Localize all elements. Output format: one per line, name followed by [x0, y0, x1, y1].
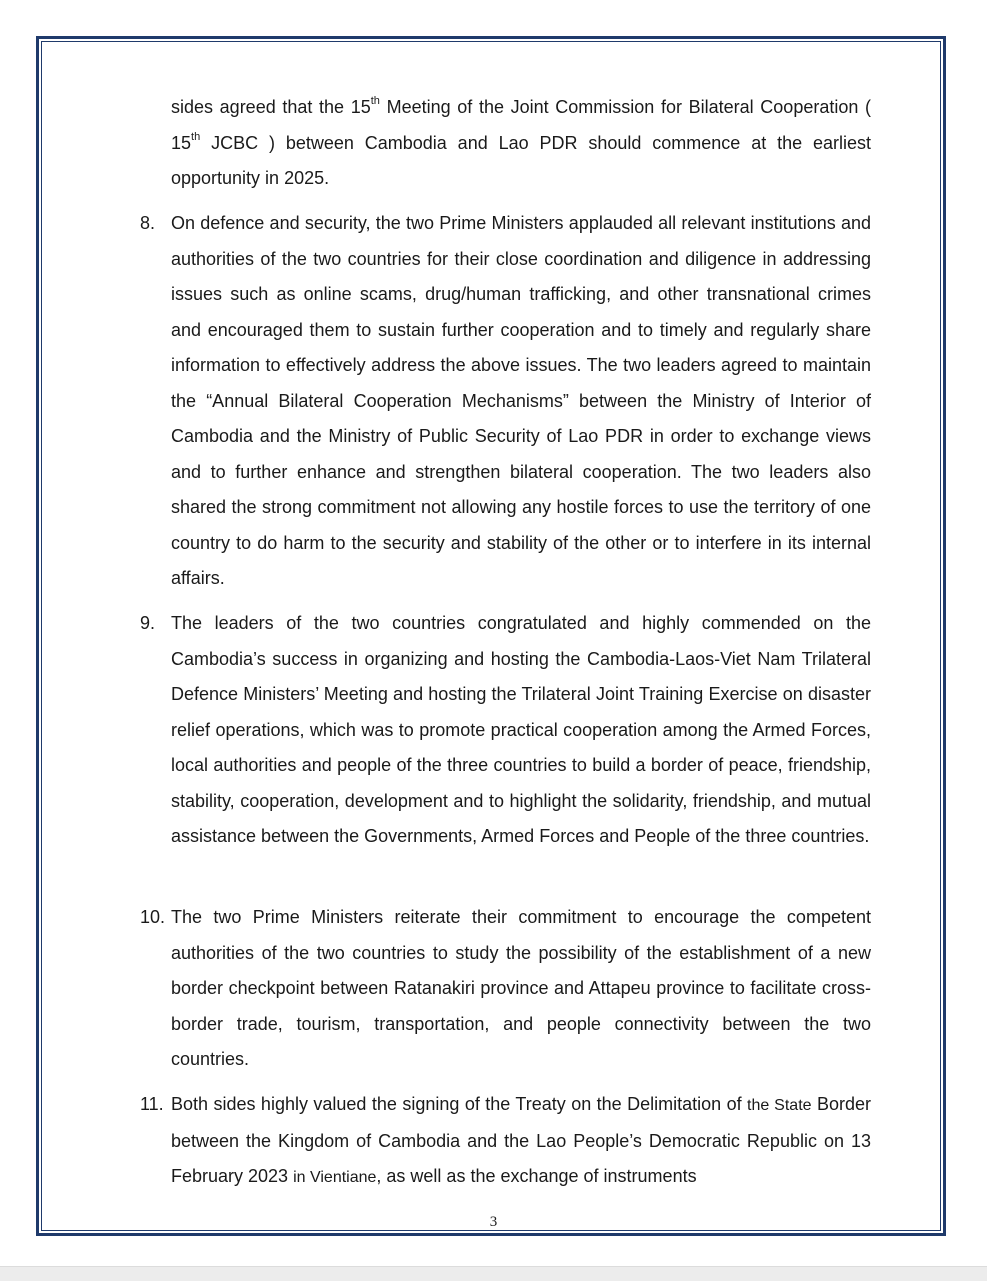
item-11-number: 11. — [140, 1094, 164, 1114]
page-number: 3 — [489, 1214, 498, 1230]
item-11-text-a: Both sides highly valued the signing of the Treaty on the Delimitation of — [171, 1094, 748, 1114]
item-9-number: 9. — [140, 613, 156, 633]
superscript-th-2: th — [191, 130, 201, 143]
item-11-text-d: in Vientiane — [293, 1169, 377, 1186]
continuation-text-1: sides agreed that the 15 — [171, 97, 371, 117]
item-11-text — [171, 1087, 871, 1196]
item-9-text: The leaders of the two countries congratulated and highly commended on the Cambodia’s success in organizing and hosting the Cambodia-Laos-Viet Nam Trilateral Defence Ministers’ Meeting and hosting the Trilateral Joint Training Exercise on disaster relief operations, which was to promote practical cooperation among the Armed Forces, local authorities and people of the three countries to build a border of peace, friendship, stability, cooperation, development and to highlight the solidarity, friendship, and mutual assistance between the Governments, Armed Forces and People of the three countries. — [171, 613, 871, 846]
item-11-text-b: the State — [747, 1097, 812, 1114]
superscript-th-1: th — [370, 95, 380, 107]
continuation-text-3: JCBC ) between Cambodia and Lao PDR should commence at the earliest opportunity in 2025. — [171, 132, 871, 188]
continuation-paragraph — [171, 90, 871, 197]
item-11-text-e: , as well as the exchange of instruments — [376, 1166, 697, 1186]
item-8-number: 8. — [140, 213, 156, 233]
item-11-text-c: Border between the Kingdom of Cambodia and the Lao People’s Democratic Republic on 13 February 2023 — [171, 1094, 872, 1186]
continuation-text-2: Meeting of the Joint Commission for Bilateral Cooperation ( 15 — [171, 97, 872, 153]
viewer-bottom-strip — [0, 1266, 987, 1281]
item-10-text: The two Prime Ministers reiterate their commitment to encourage the competent authorities of the two countries to study the possibility of the establishment of a new border checkpoint between Ratanakiri province and Attapeu province to facilitate cross-border trade, tourism, transportation, and people connectivity between the two countries. — [171, 907, 871, 1069]
item-8-text: On defence and security, the two Prime Ministers applauded all relevant institutions and authorities of the two countries for their close coordination and diligence in addressing issues such as online scams, drug/human trafficking, and other transnational crimes and encouraged them to sustain further cooperation and to timely and regularly share information to effectively address the above issues. The two leaders agreed to maintain the “Annual Bilateral Cooperation Mechanisms” between the Ministry of Interior of Cambodia and the Ministry of Public Security of Lao PDR in order to exchange views and to further enhance and strengthen bilateral cooperation. The two leaders also shared the strong commitment not allowing any hostile forces to use the territory of one country to do harm to the security and stability of the other or to interfere in its internal affairs. — [171, 213, 871, 588]
item-10-number: 10. — [140, 907, 166, 927]
